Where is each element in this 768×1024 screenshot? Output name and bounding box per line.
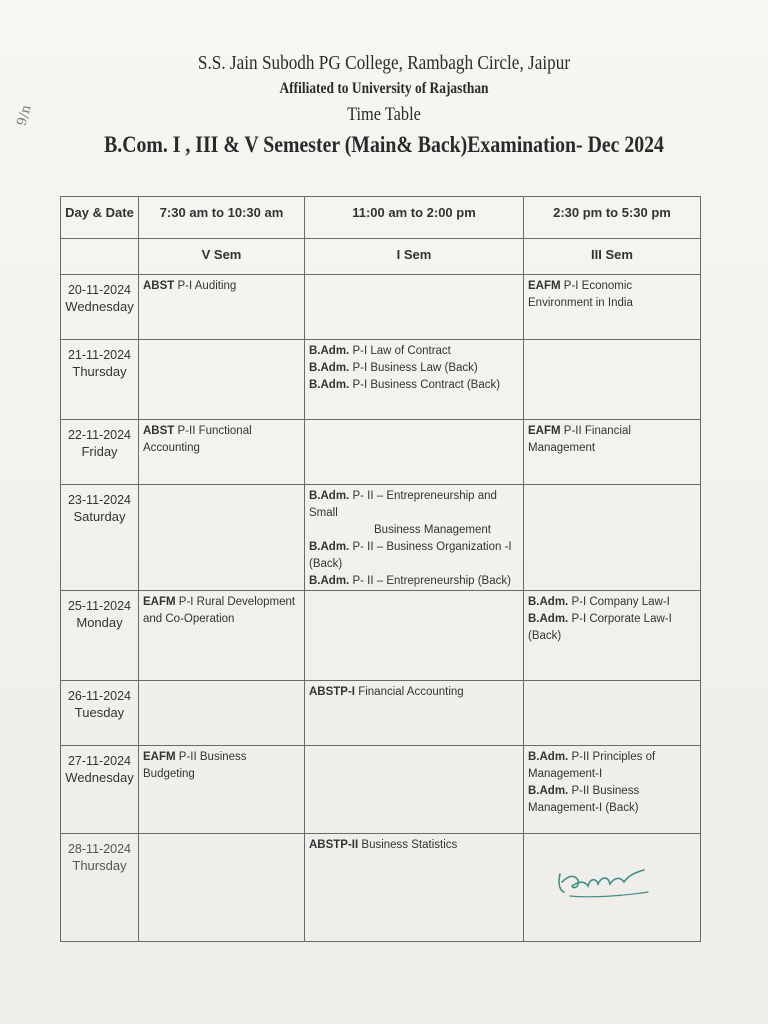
- slot-cell-2: [305, 420, 524, 485]
- semester-cell-blank: [61, 239, 139, 275]
- exam-date: 20-11-2024: [67, 283, 131, 297]
- exam-day: Thursday: [72, 858, 127, 873]
- exam-date: 27-11-2024: [67, 754, 131, 768]
- signature-mark: [552, 852, 662, 902]
- slot-cell-2: [305, 746, 524, 834]
- table-row: [61, 591, 701, 681]
- slot-cell-1: [139, 340, 305, 420]
- semester-row: [61, 239, 701, 275]
- paper-code: ABST: [143, 280, 175, 292]
- paper-entry: [309, 573, 519, 590]
- slot-cell-2: [305, 275, 524, 340]
- exam-day: Monday: [76, 615, 123, 630]
- paper-title: P- II – Entrepreneurship (Back): [349, 575, 511, 587]
- column-header-day: Day & Date: [61, 197, 139, 239]
- document-title: Time Table: [347, 104, 421, 125]
- slot-cell-1: [139, 681, 305, 746]
- paper-entry: [309, 837, 519, 854]
- paper-entry: [143, 278, 300, 295]
- paper-entry: [309, 360, 519, 377]
- paper-code: B.Adm.: [309, 362, 350, 374]
- day-date-cell: [61, 340, 139, 420]
- paper-code: EAFM: [528, 425, 561, 437]
- slot-cell-1: [139, 420, 305, 485]
- exam-day: Thursday: [72, 364, 127, 379]
- exam-day: Tuesday: [74, 705, 125, 720]
- paper-title: P-I Business Contract (Back): [349, 379, 501, 391]
- slot-cell-2: [305, 591, 524, 681]
- paper-entry: [143, 594, 300, 628]
- paper-entry: [143, 423, 300, 457]
- paper-title: P-II Financial Management: [528, 425, 631, 454]
- table-row: [61, 340, 701, 420]
- paper-title: P-I Rural Development and Co-Operation: [143, 596, 296, 625]
- day-date-cell: [61, 420, 139, 485]
- slot-cell-2: [305, 485, 524, 591]
- paper-title: P-I Economic Environment in India: [528, 280, 633, 309]
- margin-note: 9/n: [14, 103, 35, 128]
- paper-code: EAFM: [143, 751, 176, 763]
- paper-entry: [528, 749, 696, 783]
- exam-date: 26-11-2024: [67, 689, 131, 703]
- exam-date: 23-11-2024: [67, 493, 131, 507]
- paper-code: B.Adm.: [528, 613, 569, 625]
- day-date-cell: [61, 591, 139, 681]
- paper-entry: [143, 749, 300, 783]
- day-date-cell: [61, 485, 139, 591]
- slot-cell-1: [139, 746, 305, 834]
- paper-entry: [528, 278, 696, 312]
- paper-title: P-II Business Budgeting: [143, 751, 247, 780]
- slot-cell-3: [524, 275, 701, 340]
- paper-entry: [309, 488, 519, 522]
- slot-cell-3: [524, 591, 701, 681]
- paper-entry: [528, 423, 696, 457]
- paper-code: ABSTP-I: [309, 686, 355, 698]
- exam-date: 21-11-2024: [67, 348, 131, 362]
- slot-cell-2: [305, 340, 524, 420]
- paper-code: ABST: [143, 425, 175, 437]
- paper-entry: [528, 594, 696, 611]
- day-date-cell: [61, 275, 139, 340]
- paper-title: P-I Company Law-I: [568, 596, 670, 608]
- paper-title: Business Statistics: [358, 839, 458, 851]
- paper-title: P-I Law of Contract: [349, 345, 451, 357]
- slot-cell-1: [139, 591, 305, 681]
- semester-cell-slot-3: III Sem: [524, 239, 701, 275]
- paper-code: B.Adm.: [309, 541, 350, 553]
- paper-code: B.Adm.: [309, 379, 350, 391]
- college-name: S.S. Jain Subodh PG College, Rambagh Circle, Jaipur: [197, 52, 571, 74]
- slot-cell-3: [524, 681, 701, 746]
- slot-cell-3: [524, 746, 701, 834]
- slot-cell-3: [524, 485, 701, 591]
- paper-code: B.Adm.: [309, 345, 350, 357]
- semester-cell-slot-2: I Sem: [305, 239, 524, 275]
- paper-code: EAFM: [528, 280, 561, 292]
- paper-entry: [309, 539, 519, 573]
- day-date-cell: [61, 681, 139, 746]
- exam-day: Saturday: [73, 509, 126, 524]
- document-header: [0, 50, 768, 160]
- paper-code: ABSTP-II: [309, 839, 359, 851]
- timetable: [60, 196, 701, 942]
- paper-code: B.Adm.: [528, 751, 569, 763]
- table-row: [61, 485, 701, 591]
- column-header-slot-1: 7:30 am to 10:30 am: [139, 197, 305, 239]
- paper-title: P- II – Entrepreneurship and Small: [309, 490, 497, 519]
- paper-title: P-II Business Management-I (Back): [528, 785, 640, 814]
- paper-entry: [528, 611, 696, 645]
- exam-date: 22-11-2024: [67, 428, 131, 442]
- exam-day: Wednesday: [65, 770, 134, 785]
- paper-title: P-I Business Law (Back): [349, 362, 478, 374]
- paper-entry: [309, 377, 519, 394]
- exam-date: 25-11-2024: [67, 599, 131, 613]
- day-date-cell: [61, 834, 139, 942]
- table-row: [61, 275, 701, 340]
- paper-code: B.Adm.: [528, 596, 569, 608]
- column-header-slot-2: 11:00 am to 2:00 pm: [305, 197, 524, 239]
- paper-code: B.Adm.: [528, 785, 569, 797]
- paper-title-continued: Business Management: [374, 524, 491, 536]
- paper-title: P-II Functional Accounting: [143, 425, 252, 454]
- slot-cell-1: [139, 485, 305, 591]
- slot-cell-3: [524, 420, 701, 485]
- paper-code: B.Adm.: [309, 490, 350, 502]
- paper-code: B.Adm.: [309, 575, 350, 587]
- paper-title: P-I Auditing: [174, 280, 237, 292]
- slot-cell-2: [305, 834, 524, 942]
- slot-cell-2: [305, 681, 524, 746]
- exam-title: B.Com. I , III & V Semester (Main& Back)Examination- Dec 2024: [104, 132, 664, 157]
- table-row: [61, 420, 701, 485]
- paper-title: P-I Corporate Law-I (Back): [528, 613, 672, 642]
- exam-day: Wednesday: [65, 299, 134, 314]
- paper-title: P-II Principles of Management-I: [528, 751, 656, 780]
- paper-entry: [309, 343, 519, 360]
- table-row: [61, 746, 701, 834]
- header-row: [61, 197, 701, 239]
- slot-cell-3: [524, 340, 701, 420]
- exam-day: Friday: [81, 444, 118, 459]
- column-header-slot-3: 2:30 pm to 5:30 pm: [524, 197, 701, 239]
- paper-code: EAFM: [143, 596, 176, 608]
- paper-entry: [309, 684, 519, 701]
- semester-cell-slot-1: V Sem: [139, 239, 305, 275]
- affiliation: Affiliated to University of Rajasthan: [279, 80, 489, 97]
- slot-cell-1: [139, 275, 305, 340]
- paper-title: P- II – Business Organization -I (Back): [309, 541, 512, 570]
- day-date-cell: [61, 746, 139, 834]
- paper-entry: [528, 783, 696, 817]
- paper-title: Financial Accounting: [355, 686, 464, 698]
- exam-date: 28-11-2024: [67, 842, 131, 856]
- table-row: [61, 681, 701, 746]
- slot-cell-1: [139, 834, 305, 942]
